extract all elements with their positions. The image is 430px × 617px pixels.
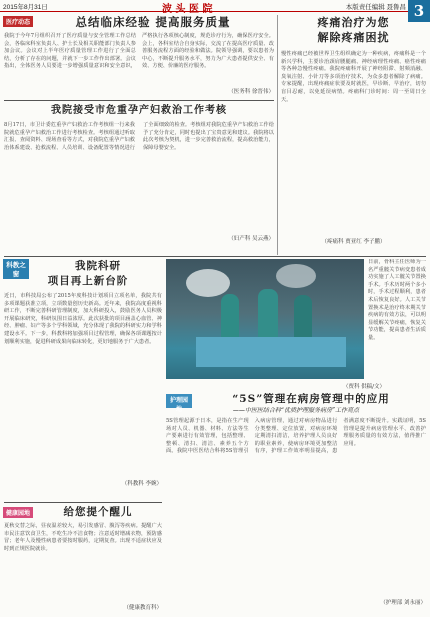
- article-research-byline: （科教科 李婉）: [121, 481, 162, 487]
- article-maternal-body: 8月17日，市卫计委危重孕产妇救治工作考核组一行来我院就危重孕产妇救治工作进行考核检查。考核组通过听取汇报、查阅资料、现场查看等方式，对我院危重孕产妇救治体系建设、抢救流程、人员培训、设备配置等情况进行了全面细致的检查。考核组对我院危重孕产妇救治工作给予了充分肯定，同时也提出了宝贵意见和建议。我院将以此次考核为契机，进一步完善救治流程，提高救治能力，保障母婴安全。: [4, 122, 274, 151]
- article-research: [4, 259, 162, 499]
- divider: [4, 100, 274, 101]
- column-divider: [277, 15, 278, 255]
- article-reminder-body: 夏秋交替之际，昼夜温差较大，易引发感冒、腹泻等疾病。提醒广大市民注意饮食卫生，不吃生冷不洁食物；注意适时增减衣物，预防感冒；老年人及慢性病患者要按时服药，定期复查。出现不适症状应及时到正规医院就诊。: [4, 523, 162, 552]
- article-5s-body: 5S管理起源于日本，是指在生产现场对人员、机器、材料、方法等生产要素进行有效管理，包括整理、整顿、清扫、清洁、素养五个方面。我院中医医结合科将5S管理引入病房管理，通过对病房物品进行分类整理、定位放置，对病房环境定期清扫清洁，培养护理人员良好的职业素养，使病房环境更加整洁有序，护理工作效率明显提高，患者满意度不断提升。实践证明，5S管理是提升病房管理水平、改善护理服务质量的有效方法，值得推广应用。: [166, 418, 426, 455]
- article-5s-subtitle: ——中医医结合科“优质护理服务病房”工作亮点: [232, 407, 360, 414]
- article-pain-title-2: 解除疼痛困扰: [317, 31, 390, 44]
- surgeon-figure: [258, 289, 278, 339]
- article-summary-title: 总结临床经验 提高服务质量: [75, 15, 231, 29]
- divider: [4, 502, 162, 503]
- surgical-lamp: [186, 269, 230, 297]
- column-tag-science: 科教之窗: [3, 259, 29, 279]
- article-pain-byline: （疼痛科 贾亚红 李子鹏）: [321, 239, 386, 245]
- article-summary-body: 我院于今年7月组织召开了医疗质量与安全管理工作总结会，各临床科室负责人、护士长及相关职能部门负责人参加会议。会议对上半年医疗质量管理工作进行了全面总结，分析了存在的问题，并就下一步工作作出部署。会议指出，全体医务人员要进一步增强质量意识和安全意识，严格执行各项核心制度，规范诊疗行为，确保医疗安全。会上，各科室结合自身实际，交流了在提高医疗质量、改善服务流程方面的经验和做法。院领导强调，要以患者为中心，不断提升服务水平，努力为广大患者提供安全、有效、方便、价廉的医疗服务。: [4, 33, 274, 70]
- article-maternal-byline: （妇产科 吴云燕）: [228, 236, 274, 242]
- photo-side-article: [368, 259, 426, 381]
- divider: [4, 256, 426, 257]
- masthead: [0, 0, 430, 15]
- article-summary-byline: （医务科 徐晋伟）: [228, 89, 274, 95]
- article-summary: [4, 15, 274, 97]
- article-pain: [281, 15, 426, 255]
- issue-date: 2015年8月31日: [3, 4, 48, 11]
- surgery-photo: [166, 259, 364, 379]
- column-tag-health: 健康园地: [3, 507, 33, 518]
- article-reminder-title: 给您提个醒儿: [63, 506, 133, 518]
- photo-side-body: 日前，骨科主任医师为一名严重髋关节病变患者成功实施了人工髋关节置换手术。手术历时两个多小时，手术过程顺利，患者术后恢复良好。人工关节置换术是治疗终末期关节疾病的有效方法，可以明显缓解关节疼痛，恢复关节功能，提高患者生活质量。: [368, 259, 426, 341]
- editor-line: 本版责任编辑 聂鲁昌: [345, 4, 406, 11]
- newspaper-title: 波 头 医 院: [162, 4, 213, 15]
- column-tag-medical: 医疗动态: [3, 16, 33, 27]
- article-pain-title-1: 疼痛治疗为您: [317, 16, 390, 29]
- article-research-body: 近日，市科技局公布了2015年度科技计划项目立项名单，我院共有多项课题获准立项，立项数量创历史新高。近年来，我院高度重视科研工作，不断完善科研管理制度，加大科研投入，鼓励医务人员积极开展临床研究，科研氛围日益浓厚。此次获批的项目涵盖心血管、神经、肿瘤、妇产等多个学科领域，充分体现了我院的科研实力和学科建设水平。下一步，科教科将加强项目过程管理，确保各项课题按计划顺利实施，促进科研成果向临床转化，更好地服务于广大患者。: [4, 293, 162, 345]
- operating-table: [196, 337, 346, 367]
- surgeon-figure: [294, 295, 312, 340]
- article-5s: [166, 392, 426, 614]
- article-pain-body: 慢性疼痛已经被世界卫生组织确定为一种疾病，疼痛科是一个新兴学科，主要诊治颈肩腰腿痛、神经病理性疼痛、癌性疼痛等各种急慢性疼痛。我院疼痛科开展了神经阻滞、射频消融、臭氧注射、小针刀等多项治疗技术，为众多患者解除了病痛。专家提醒，出现疼痛症状要及时就医，早诊断、早治疗，切勿盲目忍耐，以免延误病情。疼痛科门诊时间：周一至周日全天。: [281, 51, 426, 103]
- photo-caption: （贾科 供稿/文）: [342, 384, 386, 390]
- article-5s-byline: （护理部 刘永丽）: [380, 600, 426, 606]
- article-5s-title: “5S”管理在病房管理中的应用: [232, 393, 390, 405]
- article-reminder: [4, 505, 162, 615]
- column-tag-nursing: 护理园地: [166, 394, 192, 408]
- article-research-title-2: 项目再上新台阶: [47, 275, 129, 287]
- surgeon-figure: [221, 294, 239, 340]
- page-number: 3: [408, 0, 430, 22]
- article-reminder-byline: （健康教育科）: [123, 605, 162, 611]
- article-research-title-1: 我院科研: [75, 260, 121, 272]
- article-maternal: [4, 104, 274, 254]
- surgical-lamp: [276, 264, 316, 288]
- article-maternal-title: 我院接受市危重孕产妇救治工作考核: [51, 105, 227, 116]
